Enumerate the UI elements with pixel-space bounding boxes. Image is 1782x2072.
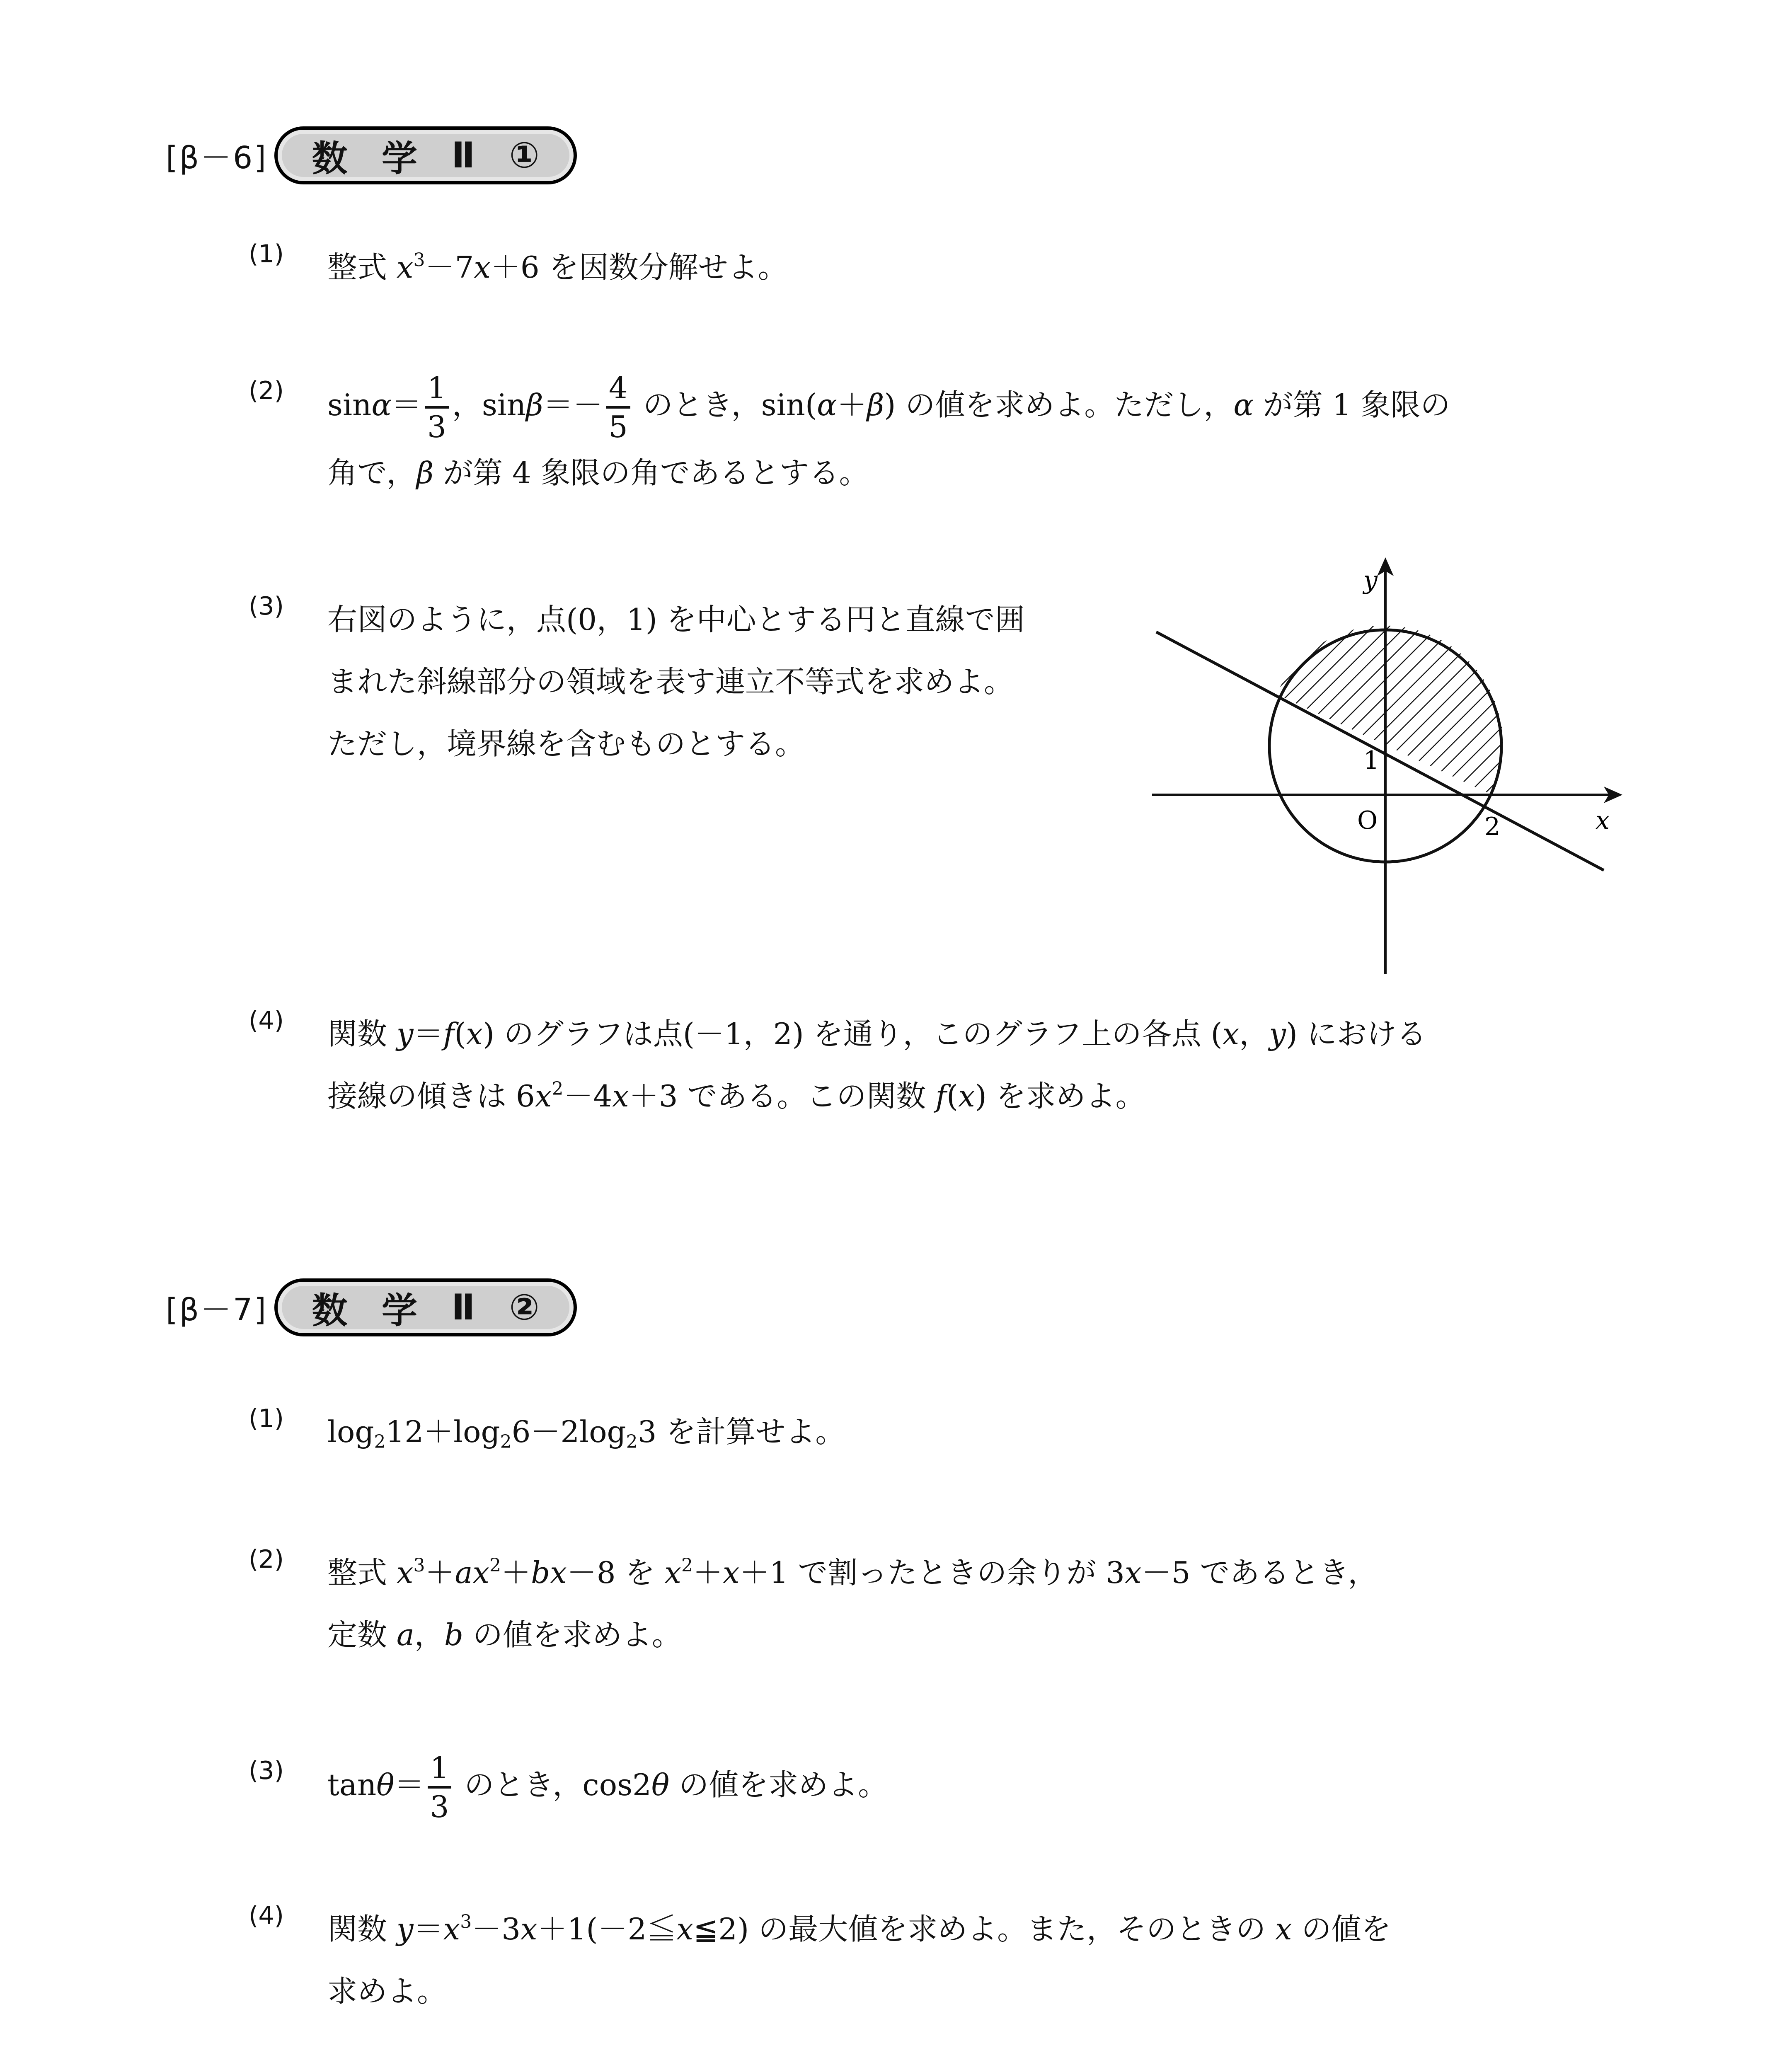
problem <box>249 370 1450 504</box>
section-label: [β－7] <box>166 1292 268 1328</box>
text-run: ， <box>1239 1017 1269 1051</box>
problem <box>249 588 1025 775</box>
problem-text <box>327 1750 888 1824</box>
badge-char: Ⅱ <box>451 135 475 176</box>
math-variable: b <box>444 1617 463 1652</box>
problem-text <box>327 1898 1391 2022</box>
text-run: 求めよ。 <box>327 1974 447 2009</box>
text-run: ＋ <box>837 387 867 422</box>
text-run: 12＋log <box>385 1414 500 1449</box>
math-variable: a <box>396 1617 414 1652</box>
math-variable: α <box>1233 387 1254 422</box>
denominator: 5 <box>608 409 628 444</box>
math-variable: x <box>612 1079 629 1113</box>
math-variable: x <box>958 1079 975 1113</box>
text-run: 関数 <box>327 1912 397 1946</box>
superscript: 2 <box>489 1555 501 1576</box>
problem-text <box>327 1003 1426 1127</box>
text-run: ＋1 で割ったときの余りが 3 <box>739 1555 1125 1590</box>
badge-char: Ⅱ <box>451 1287 475 1328</box>
math-variable: x <box>1275 1912 1292 1946</box>
y-axis-label: y <box>1363 566 1378 595</box>
denominator: 3 <box>430 1789 449 1824</box>
text-run: ＝ <box>391 387 421 422</box>
text-run: の値を <box>1292 1912 1391 1946</box>
problem-number: (4) <box>249 1901 284 1930</box>
problem-line <box>327 370 1450 444</box>
badge-char: ② <box>509 1287 540 1328</box>
text-run: のとき，cos2 <box>455 1767 651 1802</box>
text-run: ) における <box>1286 1017 1426 1051</box>
superscript: 3 <box>460 1911 472 1932</box>
superscript: 3 <box>413 1555 425 1576</box>
text-run: が第 1 象限の <box>1253 387 1450 422</box>
problem-line <box>327 1960 1391 2022</box>
problem-line <box>327 442 1450 504</box>
text-run: log <box>327 1414 374 1449</box>
badge-char: 数 <box>312 1290 348 1331</box>
superscript: 3 <box>413 249 425 271</box>
text-run: ，sin <box>452 387 526 422</box>
text-run: ただし，境界線を含むものとする。 <box>327 726 805 761</box>
math-variable: y <box>396 1912 414 1946</box>
text-run: ， <box>414 1617 444 1652</box>
badge-char: 学 <box>382 138 418 179</box>
origin-label: O <box>1357 806 1378 835</box>
math-variable: bx <box>531 1555 567 1590</box>
math-variable: α <box>371 387 392 422</box>
text-run: のとき，sin( <box>633 387 817 422</box>
math-variable: θ <box>651 1767 670 1802</box>
math-variable: x <box>521 1912 538 1946</box>
math-variable: x <box>443 1912 460 1946</box>
text-run: －3 <box>472 1912 521 1946</box>
text-run: －7 <box>425 250 474 285</box>
problem-line <box>327 1065 1426 1127</box>
problem-line <box>327 1542 1378 1604</box>
problem-number: (3) <box>249 1756 284 1785</box>
text-run: ＋3 である。この関数 <box>629 1079 936 1113</box>
text-run: 右図のように，点(0，1) を中心とする円と直線で囲 <box>327 602 1025 637</box>
section-header-beta7 <box>166 1278 577 1336</box>
text-run: －8 を <box>567 1555 665 1590</box>
text-run: 接線の傾きは 6 <box>327 1079 535 1113</box>
numerator: 1 <box>428 1753 452 1789</box>
math-variable: x <box>535 1079 552 1113</box>
math-variable: x <box>396 250 414 285</box>
numerator: 4 <box>606 373 630 409</box>
fraction <box>425 370 449 444</box>
subscript: 2 <box>626 1431 638 1452</box>
section-label: [β－6] <box>166 140 268 176</box>
text-run: 整式 <box>327 250 397 285</box>
text-run: 関数 <box>327 1017 397 1051</box>
text-run: が第 4 象限の角であるとする。 <box>433 455 869 490</box>
problem-line <box>327 1750 888 1824</box>
superscript: 2 <box>681 1555 693 1576</box>
text-run: －5 であるとき， <box>1141 1555 1378 1590</box>
math-variable: y <box>1269 1017 1286 1051</box>
point-one-label: 1 <box>1363 746 1380 775</box>
math-variable: f <box>935 1079 947 1113</box>
problem-number: (2) <box>249 376 284 405</box>
text-run: tan <box>327 1767 377 1802</box>
problem-text <box>327 370 1450 504</box>
problem-line <box>327 236 788 298</box>
text-run: ＋1(－2≦ <box>537 1912 677 1946</box>
text-run: －4 <box>563 1079 613 1113</box>
problem-line <box>327 1604 1378 1666</box>
fraction <box>606 370 630 444</box>
problem-number: (1) <box>249 240 284 269</box>
text-run: まれた斜線部分の領域を表す連立不等式を求めよ。 <box>327 664 1014 699</box>
text-run: ( <box>454 1017 466 1051</box>
math-variable: x <box>722 1555 740 1590</box>
problem-number: (4) <box>249 1006 284 1035</box>
numerator: 1 <box>425 373 449 409</box>
text-run: 角で， <box>327 455 416 490</box>
math-variable: x <box>396 1555 414 1590</box>
math-variable: x <box>676 1912 693 1946</box>
math-variable: β <box>867 387 884 422</box>
denominator: 3 <box>427 409 446 444</box>
text-run: 整式 <box>327 1555 397 1590</box>
text-run: ( <box>946 1079 959 1113</box>
text-run: ＝ <box>413 1017 443 1051</box>
badge-char: 数 <box>312 138 348 179</box>
math-variable: θ <box>376 1767 395 1802</box>
math-variable: f <box>443 1017 455 1051</box>
subject-badge <box>274 1278 577 1336</box>
text-run: ＋ <box>692 1555 723 1590</box>
subscript: 2 <box>374 1431 386 1452</box>
text-run: ) の値を求めよ。ただし， <box>884 387 1234 422</box>
circle-region-figure <box>1148 555 1687 978</box>
problem <box>249 236 788 298</box>
problem-number: (2) <box>249 1545 284 1574</box>
text-run: の値を求めよ。 <box>463 1617 682 1652</box>
math-variable: x <box>1222 1017 1240 1051</box>
problem-line <box>327 1401 845 1463</box>
math-variable: x <box>466 1017 483 1051</box>
superscript: 2 <box>552 1078 564 1099</box>
text-run: ) のグラフは点(－1，2) を通り，このグラフ上の各点 ( <box>482 1017 1223 1051</box>
math-variable: y <box>396 1017 414 1051</box>
math-variable: α <box>817 387 837 422</box>
problem <box>249 1898 1391 2022</box>
text-run: ≦2) の最大値を求めよ。また，そのときの <box>693 1912 1275 1946</box>
problem-number: (1) <box>249 1404 284 1433</box>
text-run: sin <box>327 387 372 422</box>
text-run: ＝－ <box>543 387 603 422</box>
text-run: ＝ <box>413 1912 443 1946</box>
problem-line <box>327 588 1025 651</box>
text-run: ＋6 を因数分解せよ。 <box>490 250 788 285</box>
math-variable: x <box>474 250 491 285</box>
section-header-beta6 <box>166 126 577 184</box>
point-two-label: 2 <box>1484 812 1501 841</box>
hatched-region <box>1276 626 1503 795</box>
problem-text <box>327 1401 845 1463</box>
problem <box>249 1401 845 1463</box>
text-run: 3 を計算せよ。 <box>637 1414 845 1449</box>
math-variable: β <box>526 387 543 422</box>
problem <box>249 1003 1426 1127</box>
subject-badge <box>274 126 577 184</box>
math-variable: ax <box>455 1555 490 1590</box>
problem-line <box>327 1898 1391 1960</box>
text-run: 定数 <box>327 1617 397 1652</box>
problem-text <box>327 588 1025 775</box>
text-run: ＝ <box>394 1767 424 1802</box>
badge-char: ① <box>509 135 540 176</box>
math-variable: β <box>416 455 434 490</box>
text-run: ) を求めよ。 <box>975 1079 1145 1113</box>
badge-char: 学 <box>382 1290 418 1331</box>
problem-text <box>327 1542 1378 1666</box>
text-run: ＋ <box>501 1555 531 1590</box>
fraction <box>428 1750 452 1824</box>
problem-text <box>327 236 788 298</box>
problem-line <box>327 1003 1426 1065</box>
subscript: 2 <box>500 1431 512 1452</box>
problem-line <box>327 651 1025 713</box>
x-axis-label: x <box>1596 806 1610 835</box>
math-variable: x <box>1125 1555 1142 1590</box>
problem-line <box>327 713 1025 775</box>
problem <box>249 1750 888 1824</box>
problem-number: (3) <box>249 592 284 621</box>
math-variable: x <box>664 1555 681 1590</box>
text-run: ＋ <box>425 1555 455 1590</box>
text-run: の値を求めよ。 <box>669 1767 888 1802</box>
problem <box>249 1542 1378 1666</box>
text-run: 6－2log <box>511 1414 626 1449</box>
